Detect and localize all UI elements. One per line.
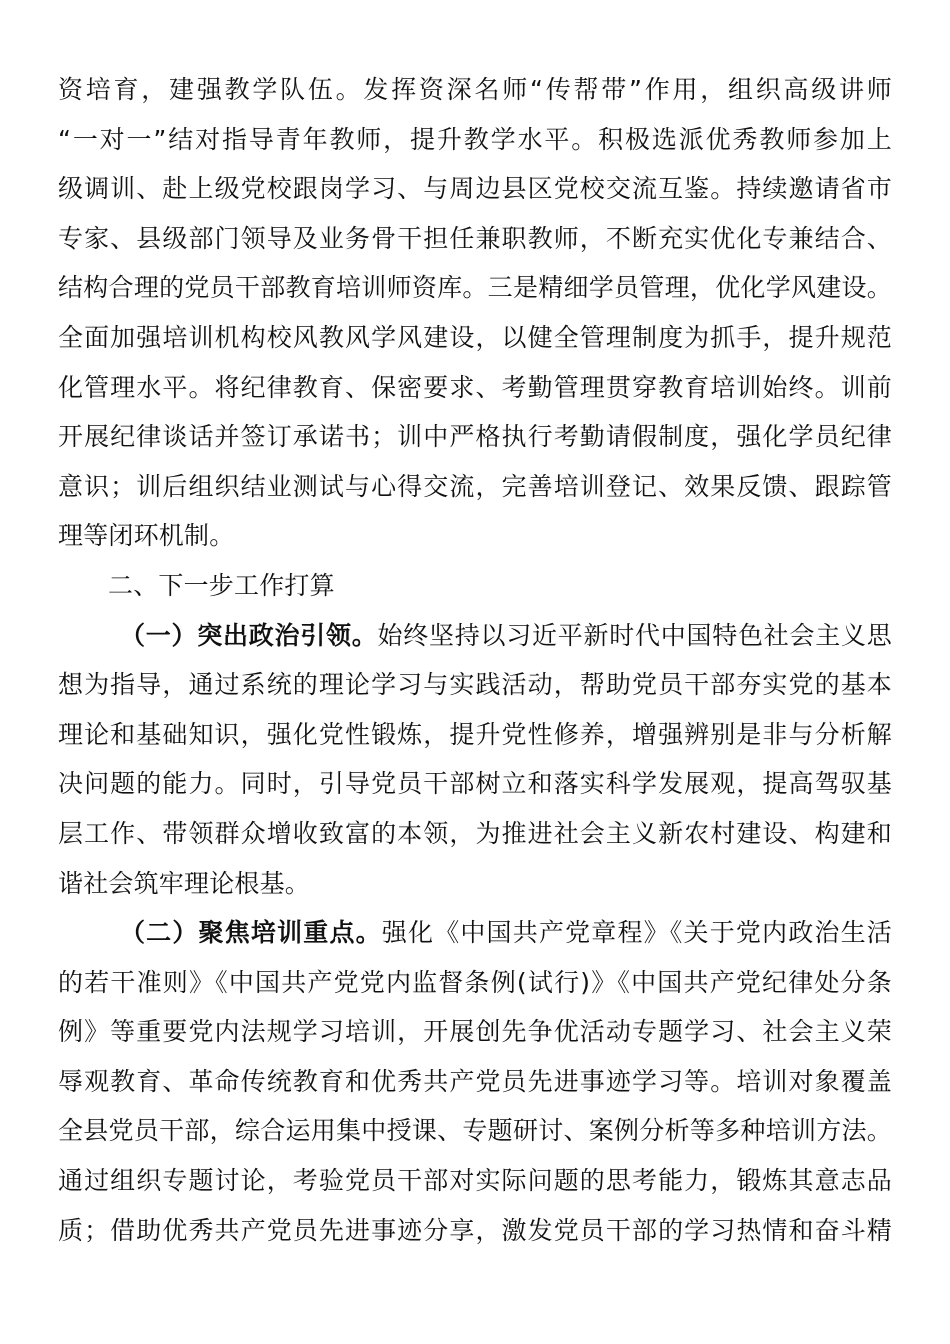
text-line: 通过组织专题讨论，考验党员干部对实际问题的思考能力，锻炼其意志品: [58, 1166, 892, 1196]
text-line: 决问题的能力。同时，引导党员干部树立和落实科学发展观，提高驾驭基: [58, 769, 892, 799]
text-line: 全县党员干部，综合运用集中授课、专题研讨、案例分析等多种培训方法。: [58, 1116, 892, 1146]
text-line: 专家、县级部门领导及业务骨干担任兼职教师，不断充实优化专兼结合、: [58, 223, 892, 253]
text-line: 想为指导，通过系统的理论学习与实践活动，帮助党员干部夯实党的基本: [58, 670, 892, 700]
text-line: 理论和基础知识，强化党性锻炼，提升党性修养，增强辨别是非与分析解: [58, 719, 892, 749]
item-1-title: （一）突出政治引领。: [120, 620, 378, 650]
text-line: [58, 908, 892, 958]
text-line: 全面加强培训机构校风教风学风建设，以健全管理制度为抓手，提升规范: [58, 322, 892, 352]
item-2-paragraph: [58, 908, 892, 1255]
text-line: 的若干准则》《中国共产党党内监督条例(试行)》《中国共产党纪律处分条: [58, 967, 892, 997]
text-line: “一对一”结对指导青年教师，提升教学水平。积极选派优秀教师参加上: [58, 124, 892, 154]
item-2-title: （二）聚焦培训重点。: [120, 918, 382, 948]
text-line: 理等闭环机制。: [58, 521, 235, 551]
text-line: 谐社会筑牢理论根基。: [58, 868, 311, 898]
text-line: 例》等重要党内法规学习培训，开展创先争优活动专题学习、社会主义荣: [58, 1017, 892, 1047]
text-line: 层工作、带领群众增收致富的本领，为推进社会主义新农村建设、构建和: [58, 818, 892, 848]
text-line: 开展纪律谈话并签订承诺书；训中严格执行考勤请假制度，强化学员纪律: [58, 422, 892, 452]
text-line: 级调训、赴上级党校跟岗学习、与周边县区党校交流互鉴。持续邀请省市: [58, 174, 892, 204]
document-page: [58, 65, 892, 1255]
text-line: 辱观教育、革命传统教育和优秀共产党员先进事迹学习等。培训对象覆盖: [58, 1066, 892, 1096]
item-1-paragraph: [58, 611, 892, 909]
paragraph-1: [58, 65, 892, 561]
text-line: 化管理水平。将纪律教育、保密要求、考勤管理贯穿教育培训始终。训前: [58, 372, 892, 402]
text-line: 结构合理的党员干部教育培训师资库。三是精细学员管理，优化学风建设。: [58, 273, 892, 303]
item-1-first-line-text: 始终坚持以习近平新时代中国特色社会主义思: [377, 620, 892, 650]
text-line: 质；借助优秀共产党员先进事迹分享，激发党员干部的学习热情和奋斗精: [58, 1215, 892, 1245]
section-heading: 二、下一步工作打算: [108, 570, 335, 600]
item-2-first-line-text: 强化《中国共产党章程》《关于党内政治生活: [381, 918, 892, 948]
text-line: 意识；训后组织结业测试与心得交流，完善培训登记、效果反馈、跟踪管: [58, 471, 892, 501]
text-line: 资培育，建强教学队伍。发挥资深名师“传帮带”作用，组织高级讲师: [58, 75, 892, 104]
text-line: [58, 611, 892, 661]
